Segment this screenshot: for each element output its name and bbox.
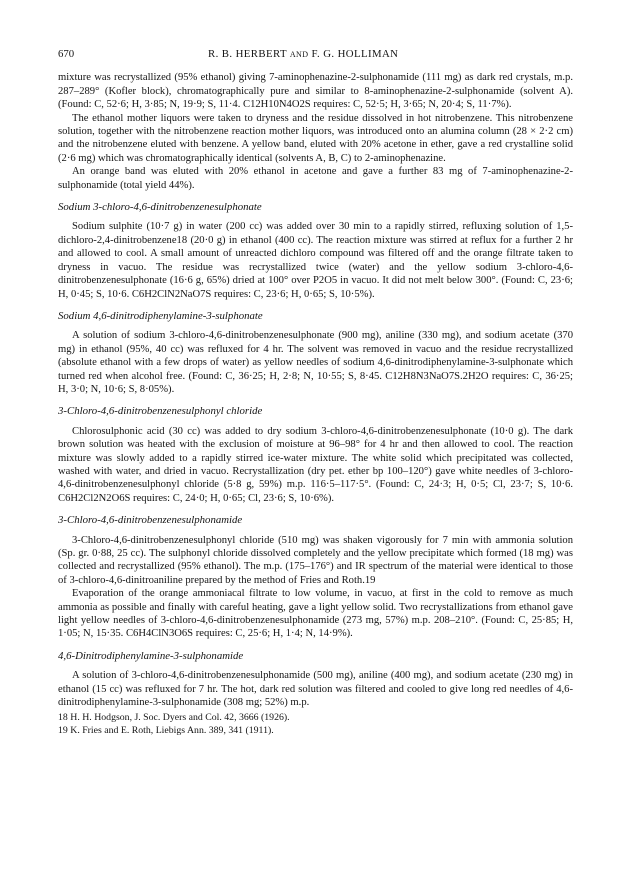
footnotes: [58, 712, 573, 736]
footnote: 19 K. Fries and E. Roth, Liebigs Ann. 389, 341 (1911).: [58, 724, 274, 736]
paragraph: An orange band was eluted with 20% ethanol in acetone and gave a further 83 mg of 7-aminophenazine-2-sulphonamide (total yield 44%).: [58, 166, 573, 191]
journal-page: [58, 48, 573, 737]
section-heading: 3-Chloro-4,6-dinitrobenzenesulphonyl chloride: [58, 405, 263, 418]
paragraph: A solution of sodium 3-chloro-4,6-dinitrobenzenesulphonate (900 mg), aniline (330 mg), and sodium acetate (370 mg) in ethanol (95%, 40 cc) was refluxed for 4 hr. The solvent was removed in vacuo and the residue recrystallized (absolute ethanol with a few drops of water) as yellow needles of sodium 4,6-dinitrodiphenylamine-3-sulphonate which turned red when alcohol free. (Found: C, 36·25; H, 2·8; N, 10·55; S, 8·45. C12H8N3NaO7S.2H2O requires: C, 36·25; H, 3·0; N, 10·6; S, 8·05%).: [58, 330, 573, 395]
running-header: [58, 48, 573, 61]
section-heading: 3-Chloro-4,6-dinitrobenzenesulphonamide: [58, 514, 243, 527]
paragraph: Sodium sulphite (10·7 g) in water (200 cc) was added over 30 min to a rapidly stirred, refluxing solution of 1,5-dichloro-2,4-dinitrobenzene18 (20·0 g) in ethanol (400 cc). The reaction mixture was stirred at reflux for a further 2 hr and allowed to cool. A small amount of unreacted dichloro compound was filtered off and the orange filtrate taken to dryness in vacuo. The residue was recrystallized twice (water) and the yellow sodium 3-chloro-4,6-dinitrobenzenesulphonate (16·6 g, 65%) dried at 100° over P2O5 in vacuo. It did not melt below 300°. (Found: C, 23·6; H, 0·45; S, 10·6. C6H2ClN2NaO7S requires: C, 23·6; H, 0·65; S, 10·5%).: [58, 221, 573, 300]
section-heading: 4,6-Dinitrodiphenylamine-3-sulphonamide: [58, 649, 244, 662]
paragraph: Evaporation of the orange ammoniacal filtrate to low volume, in vacuo, at first in the cold to remove as much ammonia as possible and finally with careful heating, gave a light yellow solid. Two recrystallizations from ethanol gave light yellow needles of 3-chloro-4,6-dinitrobenzenesulphonamide (273 mg, 57%) m.p. 208–210°. (Found: C, 25·85; H, 1·05; N, 15·35. C6H4ClN3O6S requires: C, 25·6; H, 1·4; N, 14·9%).: [58, 588, 573, 640]
paragraph: 3-Chloro-4,6-dinitrobenzenesulphonyl chloride (510 mg) was shaken vigorously for 7 min with ammonia solution (Sp. gr. 0·88, 25 cc). The sulphonyl chloride dissolved completely and the yellow precipitate which formed (18 mg) was collected and recrystallized (95% ethanol). The m.p. (175–176°) and IR spectrum of the material were identical to those of 3-chloro-4,6-dinitroaniline prepared by the method of Fries and Roth.19: [58, 534, 573, 586]
page-number: 670: [58, 48, 75, 60]
running-authors: R. B. HERBERT and F. G. HOLLIMAN: [208, 48, 399, 60]
footnote: 18 H. H. Hodgson, J. Soc. Dyers and Col. 42, 3666 (1926).: [58, 712, 290, 724]
paragraph: A solution of 3-chloro-4,6-dinitrobenzenesulphonamide (500 mg), aniline (400 mg), and sodium acetate (230 mg) in ethanol (15 cc) was refluxed for 7 hr. The hot, dark red solution was filtered and cooled to give long red needles of 4,6-dinitrodiphenylamine-3-sulphonamide (308 mg; 52%) m.p.: [58, 670, 573, 709]
paragraph: mixture was recrystallized (95% ethanol) giving 7-aminophenazine-2-sulphonamide (111 mg) as dark red crystals, m.p. 287–289° (Kofler block), chromatographically pure and similar to 8-aminophenazine-2-sulphonamide (solvent A). (Found: C, 52·6; H, 3·85; N, 19·9; S, 11·4. C12H10N4O2S requires: C, 52·5; H, 3·65; N, 20·4; S, 11·7%).: [58, 72, 573, 111]
section-heading: Sodium 3-chloro-4,6-dinitrobenzenesulphonate: [58, 201, 262, 214]
paragraph: The ethanol mother liquors were taken to dryness and the residue dissolved in hot nitrobenzene. This nitrobenzene solution, together with the nitrobenzene reaction mother liquors, was introduced onto an alumina column (28 × 2·2 cm) and the nitrobenzene eluted with benzene. A yellow band, eluted with 20% acetone in ether, gave a red crystalline solid (2·6 mg) which was chromatographically identical (solvents A, B, C) to 2-aminophenazine.: [58, 112, 573, 164]
section-heading: Sodium 4,6-dinitrodiphenylamine-3-sulphonate: [58, 309, 263, 322]
paragraph: Chlorosulphonic acid (30 cc) was added to dry sodium 3-chloro-4,6-dinitrobenzenesulphonate (10·0 g). The dark brown solution was heated with the exclusion of moisture at 96–98° for 4 hr and then allowed to cool. The reaction mixture was slowly added to a rapidly stirred ice-water mixture. The white solid which precipitated was collected, washed with water, and dried in vacuo. Recrystallization (dry pet. ether bp 100–120°) gave white needles of 3-chloro-4,6-dinitrobenzenesulphonyl chloride (5·8 g, 59%) m.p. 116·5–117·5°. (Found: C, 24·3; H, 0·5; Cl, 23·7; S, 10·6. C6H2Cl2N2O6S requires: C, 24·0; H, 0·65; Cl, 23·6; S, 10·6%).: [58, 425, 573, 504]
